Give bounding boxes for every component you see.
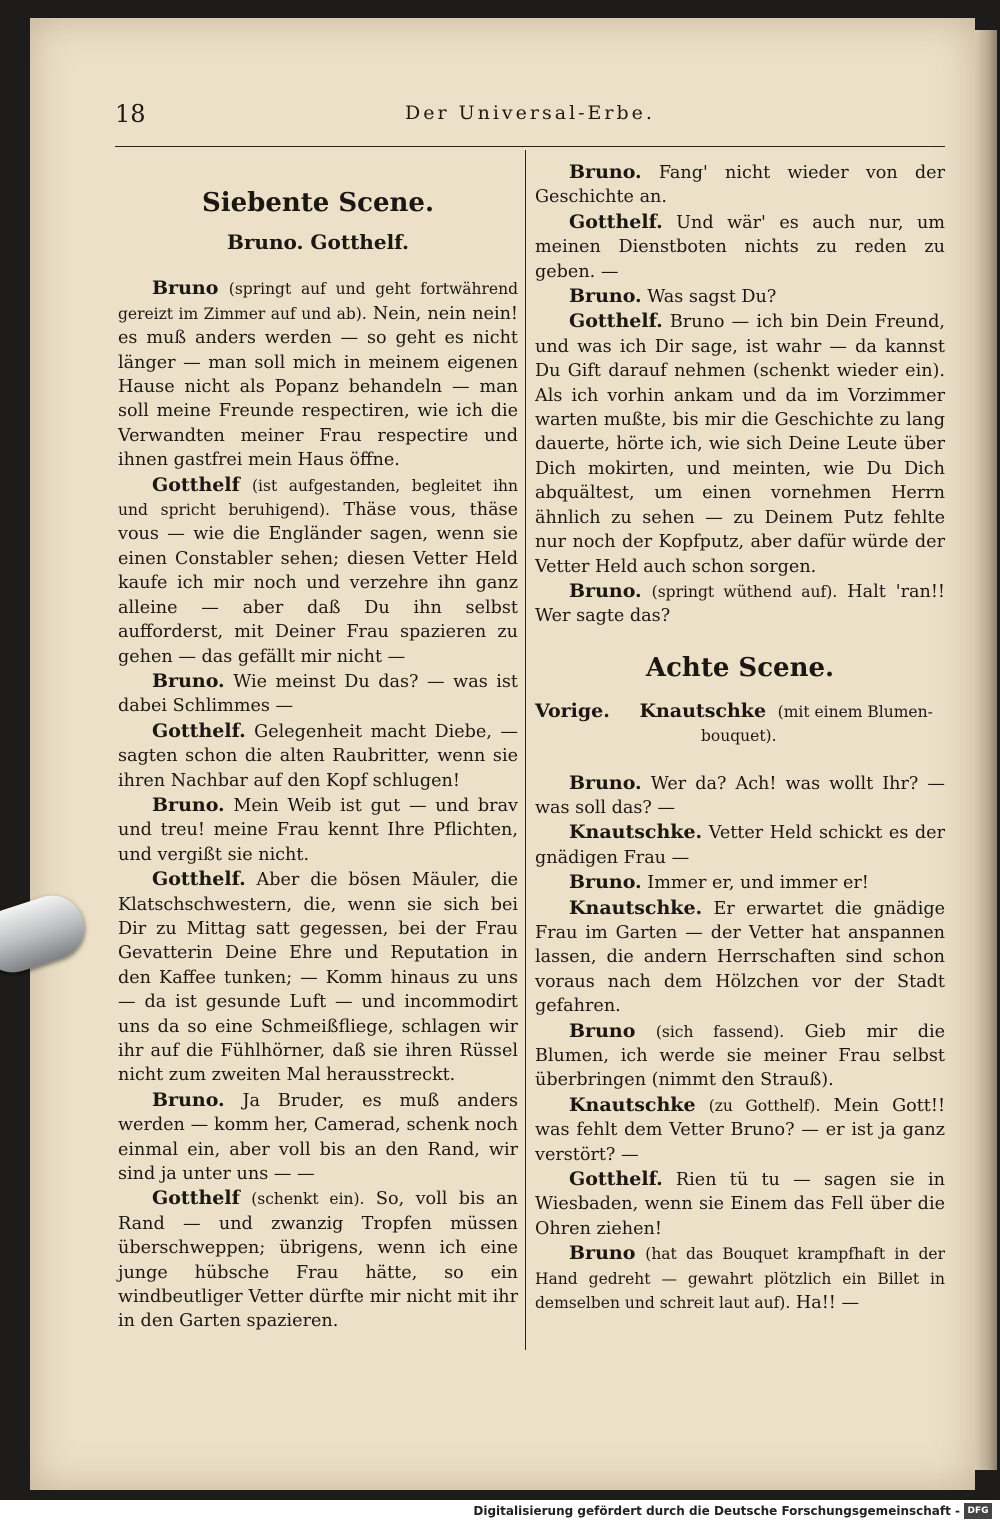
speaker-name: Knautschke.	[569, 896, 703, 919]
dialogue-paragraph	[535, 1019, 945, 1093]
speaker-name: Gotthelf	[152, 473, 240, 496]
speaker-name: Gotthelf.	[152, 719, 246, 742]
stage-direction: (springt wüthend auf).	[651, 582, 838, 601]
spoken-text: Halt 'ran!! Wer sagte das?	[535, 581, 945, 627]
spoken-text: Und wär' es auch nur, um meinen Dienstboten nichts zu reden zu geben. —	[535, 212, 945, 282]
spoken-text: Vetter Held schickt es der gnädigen Frau —	[535, 823, 945, 868]
speaker-name: Gotthelf.	[569, 210, 663, 233]
dfg-logo: DFG	[964, 1503, 992, 1519]
spoken-text: Gieb mir die Blumen, ich werde sie meiner Frau selbst überbringen (nimmt den Strauß).	[535, 1021, 945, 1091]
stage-direction: (ist aufgestanden, begleitet ihn und spricht beruhigend).	[118, 476, 518, 520]
speaker-name: Bruno.	[569, 771, 642, 794]
spoken-text: Er erwartet die gnädige Frau im Garten — der Vetter hat anspannen lassen, die andern Herrschaften sind schon voraus nach dem Hölzchen vor der Stadt gefahren.	[535, 898, 945, 1017]
spoken-text: Bruno — ich bin Dein Freund, und was ich Dir sage, ist wahr — da kannst Du Gift darauf nehmen (schenkt wieder ein). Als ich vorhin ankam und da im Vorzimmer warten mußte, bis mir die Geschichte zu lang dauerte, hörte ich, wie sich Deine Leute über Dich mokirten, und meinten, wie Du Dich abquältest, um einen vornehmen Herrn ähnlich zu sehen — zu Deinem Putz fehlte nur noch der Kopfputz, aber dafür würde der Vetter Held auch schon sorgen.	[535, 312, 945, 577]
stage-direction: (sich fassend).	[655, 1022, 785, 1041]
dialogue-paragraph	[535, 1167, 945, 1241]
spoken-text: Was sagst Du?	[641, 287, 777, 308]
speaker-name: Bruno.	[152, 669, 225, 692]
spoken-text: Rien tü tu — sagen sie in Wiesbaden, wenn sie Einem das Fell über die Ohren ziehen!	[535, 1170, 945, 1239]
speaker-name: Gotthelf	[152, 1187, 240, 1210]
dialogue-paragraph	[535, 1241, 945, 1315]
spoken-text: Mein Weib ist gut — und brav und treu! meine Frau kennt Ihre Pflichten, und vergißt sie nicht.	[118, 795, 518, 865]
speaker-name: Bruno.	[152, 1088, 225, 1111]
header-rule	[115, 146, 945, 147]
footer-bar	[0, 1500, 1000, 1524]
dialogue-paragraph	[118, 473, 518, 669]
scene-persons: Bruno. Gotthelf.	[226, 230, 410, 254]
stage-direction: (mit einem Blumen-	[777, 702, 933, 721]
left-dialogue	[118, 276, 518, 1333]
stage-direction-cont: bouquet).	[701, 727, 777, 746]
dialogue-paragraph	[118, 867, 518, 1088]
speaker-name: Bruno	[569, 1019, 636, 1042]
stage-direction: (hat das Bouquet krampfhaft in der Hand gedreht — gewahrt plötzlich ein Billet in demselben und schreit laut auf).	[535, 1245, 946, 1313]
speaker-name: Gotthelf.	[569, 1168, 663, 1191]
spoken-text: So, voll bis an Rand — und zwanzig Tropfen müssen überschweppen; übrigens, wenn ich eine junge hübsche Frau hätte, so ein windbeutliger Vetter dürfte mir nicht mit ihr in den Garten spazieren.	[118, 1189, 518, 1332]
speaker-name: Knautschke	[569, 1093, 696, 1116]
spoken-text: Immer er, und immer er!	[641, 873, 869, 894]
dialogue-paragraph	[535, 870, 945, 895]
spoken-text: Fang' nicht wieder von der Geschichte an.	[535, 163, 945, 208]
dialogue-paragraph	[535, 579, 945, 629]
page-edge	[975, 30, 997, 1470]
spoken-text: Wer da? Ach! was wollt Ihr? — was soll das? —	[535, 773, 945, 818]
dialogue-paragraph	[535, 284, 945, 309]
speaker-name: Bruno	[569, 1242, 636, 1265]
spoken-text: Ha!! —	[790, 1293, 860, 1314]
column-divider	[525, 150, 526, 1350]
stage-direction: (springt auf und geht fortwährend gereizt im Zimmer auf und ab).	[118, 280, 518, 323]
spoken-text: Thäse vous, thäse vous — wie die Engländer sagen, wenn sie einen Constabler sehen; diesen Vetter Held kaufe ich mir noch und verzehre ihn ganz alleine — aber daß Du ihn selbst aufforderst, mit Deiner Frau spazieren zu gehen — das gefällt mir nicht —	[118, 500, 519, 667]
dialogue-paragraph	[118, 1088, 518, 1187]
spoken-text: Ja Bruder, es muß anders werden — komm her, Camerad, schenk noch einmal ein, aber voll bis an den Rand, wir sind ja unter uns — —	[118, 1090, 518, 1185]
vorige-label: Vorige.	[535, 699, 610, 722]
dialogue-paragraph	[118, 793, 518, 867]
dialogue-paragraph	[535, 771, 945, 821]
speaker-knautschke: Knautschke	[639, 699, 767, 722]
dialogue-paragraph	[535, 309, 945, 578]
page-header	[115, 100, 945, 140]
spoken-text: Aber die bösen Mäuler, die Klatschschwestern, die, wenn sie sich bei Dir zu Mittag satt gegessen, bei der Frau Gevatterin Deine Ehre und Reputation in den Kaffee tunken; — Komm hinaus zu uns — da ist gesunde Luft — und incommodirt uns da so eine Schmeißfliege, schlagen wir ihr auf die Fühlhörner, daß sie ihren Rüssel nicht zum zweiten Mal herausstreckt.	[118, 870, 518, 1086]
speaker-name: Bruno	[152, 277, 219, 300]
scene-title-seven: Siebente Scene.	[201, 188, 435, 218]
right-column	[535, 160, 945, 1315]
spoken-text: Wie meinst Du das? — was ist dabei Schlimmes —	[118, 671, 518, 717]
speaker-name: Knautschke.	[569, 821, 703, 844]
speaker-name: Bruno.	[152, 793, 225, 816]
speaker-name: Bruno.	[569, 285, 642, 308]
stage-direction: (schenkt ein).	[251, 1190, 365, 1209]
dialogue-paragraph	[535, 210, 945, 284]
dialogue-paragraph	[118, 1186, 518, 1333]
speaker-name: Bruno.	[569, 579, 642, 602]
footer-credit: Digitalisierung gefördert durch die Deutsche Forschungsgemeinschaft -	[473, 1504, 960, 1518]
spoken-text: Mein Gott!! was fehlt dem Vetter Bruno? — er ist ja ganz verstört? —	[535, 1095, 946, 1165]
dialogue-paragraph	[535, 1093, 945, 1167]
scene-persons-eight	[535, 699, 945, 749]
speaker-name: Bruno.	[569, 871, 642, 894]
dialogue-paragraph	[118, 276, 518, 472]
dialogue-paragraph	[535, 896, 945, 1019]
dialogue-paragraph	[535, 820, 945, 870]
speaker-name: Gotthelf.	[152, 868, 246, 891]
left-column	[118, 160, 518, 1334]
speaker-name: Gotthelf.	[569, 310, 663, 333]
page-number: 18	[115, 100, 146, 128]
spoken-text: Nein, nein nein! es muß anders werden — so geht es nicht länger — man soll mich in meinem eigenen Hause nicht als Popanz behandeln — man soll meine Freunde respectiren, wie ich die Verwandten meiner Frau respectire und ihnen gastfrei mein Haus öffne.	[118, 303, 518, 471]
dialogue-paragraph	[118, 719, 518, 793]
spoken-text: Gelegenheit macht Diebe, — sagten schon die alten Raubritter, wenn sie ihren Nachbar auf den Kopf schlugen!	[118, 721, 518, 791]
stage-direction: (zu Gotthelf).	[708, 1096, 821, 1115]
dialogue-paragraph	[118, 669, 518, 719]
right-dialogue-a	[535, 160, 945, 629]
speaker-name: Bruno.	[569, 161, 642, 183]
right-dialogue-b	[535, 771, 945, 1316]
dialogue-paragraph	[535, 160, 945, 210]
running-title: Der Universal-Erbe.	[405, 102, 655, 124]
scene-title-eight: Achte Scene.	[645, 652, 835, 683]
